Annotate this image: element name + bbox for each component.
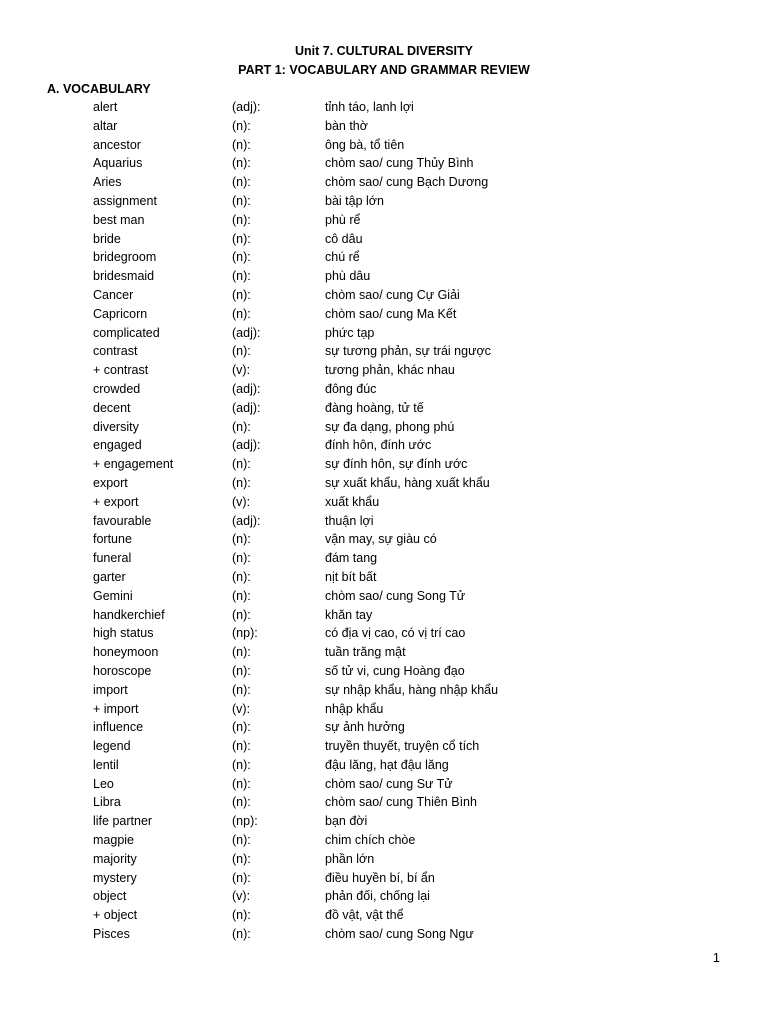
vocab-part-of-speech: (np): — [232, 626, 258, 641]
vocab-word: alert — [93, 100, 118, 114]
vocab-word: diversity — [93, 419, 139, 434]
vocab-part-of-speech: (np): — [232, 814, 258, 829]
vocab-row — [0, 737, 768, 756]
vocab-meaning: tỉnh táo, lanh lợi — [325, 100, 414, 114]
page-number: 1 — [712, 950, 720, 965]
vocab-meaning: thuận lợi — [325, 513, 374, 528]
vocab-row — [0, 624, 768, 643]
vocab-word: horoscope — [93, 663, 152, 678]
vocab-meaning: nịt bít bất — [325, 569, 377, 584]
vocab-row — [0, 493, 768, 512]
vocab-word: Aquarius — [93, 156, 143, 171]
vocab-row — [0, 775, 768, 794]
vocab-part-of-speech: (v): — [232, 701, 251, 716]
vocab-part-of-speech: (adj): — [232, 100, 261, 114]
vocab-row — [0, 850, 768, 869]
vocab-meaning: phức tạp — [325, 325, 375, 340]
vocab-part-of-speech: (adj): — [232, 400, 261, 415]
vocab-row — [0, 906, 768, 925]
vocab-meaning: phù dâu — [325, 269, 371, 284]
vocab-word: handkerchief — [93, 607, 165, 622]
vocab-word: legend — [93, 739, 131, 754]
vocab-part-of-speech: (n): — [232, 663, 251, 678]
vocab-row — [0, 925, 768, 944]
vocab-row — [0, 812, 768, 831]
vocab-part-of-speech: (n): — [232, 419, 251, 434]
vocab-row — [0, 474, 768, 493]
vocab-part-of-speech: (v): — [232, 889, 251, 904]
vocab-row — [0, 248, 768, 267]
vocab-word: influence — [93, 720, 144, 735]
vocab-word: bridegroom — [93, 250, 157, 265]
vocab-row — [0, 662, 768, 681]
vocab-word: + engagement — [93, 457, 174, 472]
vocab-word: altar — [93, 118, 118, 133]
vocab-part-of-speech: (adj): — [232, 381, 261, 396]
vocab-part-of-speech: (n): — [232, 795, 251, 810]
vocab-row — [0, 718, 768, 737]
vocab-word: magpie — [93, 833, 134, 848]
vocab-part-of-speech: (n): — [232, 118, 251, 133]
vocab-word: + object — [93, 908, 138, 923]
vocabulary-list — [0, 98, 768, 944]
vocab-part-of-speech: (n): — [232, 833, 251, 848]
vocab-row — [0, 361, 768, 380]
vocab-word: contrast — [93, 344, 138, 359]
vocab-row — [0, 587, 768, 606]
vocab-meaning: bạn đời — [325, 814, 368, 829]
vocab-meaning: chòm sao/ cung Thiên Bình — [325, 795, 477, 810]
vocab-part-of-speech: (n): — [232, 551, 251, 566]
vocab-meaning: bàn thờ — [325, 118, 368, 133]
vocab-row — [0, 192, 768, 211]
vocab-row — [0, 230, 768, 249]
vocab-meaning: khăn tay — [325, 607, 373, 622]
vocab-meaning: phù rể — [325, 212, 361, 227]
vocab-meaning: tương phản, khác nhau — [325, 363, 455, 378]
vocab-word: + contrast — [93, 363, 149, 378]
vocab-word: fortune — [93, 532, 132, 547]
vocab-word: honeymoon — [93, 645, 159, 660]
vocab-word: Cancer — [93, 287, 134, 302]
vocab-meaning: đàng hoàng, tử tế — [325, 400, 424, 415]
vocab-word: lentil — [93, 757, 119, 772]
vocab-row — [0, 211, 768, 230]
vocab-meaning: nhập khẩu — [325, 701, 384, 716]
vocab-part-of-speech: (n): — [232, 306, 251, 321]
vocab-row — [0, 267, 768, 286]
vocab-row — [0, 568, 768, 587]
vocab-meaning: đông đúc — [325, 381, 377, 396]
vocab-meaning: chòm sao/ cung Song Ngư — [325, 927, 474, 942]
vocab-word: + export — [93, 494, 139, 509]
vocab-word: Capricorn — [93, 306, 148, 321]
vocab-meaning: sự đính hôn, sự đính ước — [325, 457, 468, 472]
vocab-part-of-speech: (n): — [232, 739, 251, 754]
vocab-part-of-speech: (n): — [232, 757, 251, 772]
vocab-part-of-speech: (n): — [232, 475, 251, 490]
vocab-row — [0, 530, 768, 549]
vocab-part-of-speech: (adj): — [232, 325, 261, 340]
vocab-meaning: sự ảnh hưởng — [325, 720, 405, 735]
vocab-meaning: có địa vị cao, có vị trí cao — [325, 626, 466, 641]
vocab-part-of-speech: (n): — [232, 569, 251, 584]
vocab-word: crowded — [93, 381, 141, 396]
vocab-meaning: chòm sao/ cung Song Tử — [325, 588, 466, 603]
vocab-row — [0, 756, 768, 775]
vocab-part-of-speech: (v): — [232, 494, 251, 509]
vocab-part-of-speech: (n): — [232, 870, 251, 885]
vocab-word: complicated — [93, 325, 160, 340]
vocab-part-of-speech: (n): — [232, 175, 251, 190]
vocab-meaning: số tử vi, cung Hoàng đạo — [325, 663, 465, 678]
vocab-row — [0, 436, 768, 455]
vocab-part-of-speech: (n): — [232, 231, 251, 246]
vocab-part-of-speech: (n): — [232, 137, 251, 152]
vocab-row — [0, 831, 768, 850]
vocab-meaning: điều huyền bí, bí ẩn — [325, 870, 435, 885]
vocab-word: Aries — [93, 175, 122, 190]
vocab-meaning: sự xuất khẩu, hàng xuất khẩu — [325, 475, 490, 490]
document-subtitle: PART 1: VOCABULARY AND GRAMMAR REVIEW — [238, 63, 530, 77]
vocab-word: Pisces — [93, 927, 130, 942]
vocab-row — [0, 286, 768, 305]
vocab-row — [0, 154, 768, 173]
vocab-word: garter — [93, 569, 126, 584]
document-title: Unit 7. CULTURAL DIVERSITY — [294, 44, 473, 58]
vocab-word: ancestor — [93, 137, 141, 152]
vocab-word: Libra — [93, 795, 121, 810]
vocab-meaning: chòm sao/ cung Ma Kết — [325, 306, 457, 321]
vocab-row — [0, 380, 768, 399]
vocab-word: funeral — [93, 551, 132, 566]
vocab-part-of-speech: (n): — [232, 776, 251, 791]
vocab-word: favourable — [93, 513, 152, 528]
vocab-row — [0, 305, 768, 324]
vocab-meaning: chú rể — [325, 250, 360, 265]
vocab-word: decent — [93, 400, 131, 415]
vocab-part-of-speech: (adj): — [232, 513, 261, 528]
vocab-part-of-speech: (n): — [232, 344, 251, 359]
vocab-word: high status — [93, 626, 154, 641]
vocab-meaning: phần lớn — [325, 851, 375, 866]
vocab-part-of-speech: (n): — [232, 588, 251, 603]
vocab-word: bride — [93, 231, 121, 246]
vocab-part-of-speech: (n): — [232, 193, 251, 208]
vocab-part-of-speech: (n): — [232, 212, 251, 227]
vocab-meaning: tuần trăng mật — [325, 645, 406, 660]
vocab-word: export — [93, 475, 128, 490]
vocab-row — [0, 399, 768, 418]
vocab-meaning: đám tang — [325, 551, 378, 566]
vocab-meaning: chim chích chòe — [325, 833, 416, 848]
vocab-meaning: vận may, sự giàu có — [325, 532, 437, 547]
vocab-row — [0, 512, 768, 531]
vocab-meaning: đồ vật, vật thể — [325, 908, 404, 923]
vocab-meaning: cô dâu — [325, 231, 363, 246]
vocab-row — [0, 643, 768, 662]
vocab-row — [0, 173, 768, 192]
vocab-row — [0, 606, 768, 625]
vocab-part-of-speech: (n): — [232, 908, 251, 923]
vocab-row — [0, 793, 768, 812]
vocab-row — [0, 700, 768, 719]
vocab-row — [0, 887, 768, 906]
vocab-meaning: chòm sao/ cung Sư Tử — [325, 776, 453, 791]
vocab-meaning: ông bà, tổ tiên — [325, 137, 405, 152]
vocab-row — [0, 136, 768, 155]
vocab-part-of-speech: (n): — [232, 607, 251, 622]
vocab-word: mystery — [93, 870, 137, 885]
vocab-part-of-speech: (n): — [232, 457, 251, 472]
vocab-part-of-speech: (adj): — [232, 438, 261, 453]
vocab-part-of-speech: (v): — [232, 363, 251, 378]
vocab-meaning: xuất khẩu — [325, 494, 380, 509]
vocab-meaning: bài tập lớn — [325, 193, 384, 208]
vocab-meaning: đính hôn, đính ước — [325, 438, 432, 453]
vocab-meaning: sự nhập khẩu, hàng nhập khẩu — [325, 682, 499, 697]
vocab-word: life partner — [93, 814, 153, 829]
vocab-word: engaged — [93, 438, 142, 453]
vocab-word: + import — [93, 701, 139, 716]
vocab-part-of-speech: (n): — [232, 250, 251, 265]
vocab-part-of-speech: (n): — [232, 269, 251, 284]
vocab-word: majority — [93, 851, 137, 866]
vocab-row — [0, 869, 768, 888]
vocab-meaning: chòm sao/ cung Thủy Bình — [325, 156, 474, 171]
vocab-meaning: truyền thuyết, truyện cổ tích — [325, 739, 480, 754]
vocab-row — [0, 117, 768, 136]
vocab-meaning: chòm sao/ cung Cự Giải — [325, 287, 460, 302]
vocab-meaning: sự tương phản, sự trái ngược — [325, 344, 491, 359]
vocab-meaning: đậu lăng, hạt đậu lăng — [325, 757, 449, 772]
vocab-word: Leo — [93, 776, 114, 791]
vocab-part-of-speech: (n): — [232, 156, 251, 171]
vocab-meaning: chòm sao/ cung Bạch Dương — [325, 175, 489, 190]
vocab-word: bridesmaid — [93, 269, 155, 284]
vocab-word: Gemini — [93, 588, 133, 603]
vocab-part-of-speech: (n): — [232, 927, 251, 942]
vocab-part-of-speech: (n): — [232, 720, 251, 735]
vocab-word: import — [93, 682, 128, 697]
vocab-word: assignment — [93, 193, 157, 208]
vocab-row — [0, 549, 768, 568]
vocab-row — [0, 418, 768, 437]
vocab-part-of-speech: (n): — [232, 851, 251, 866]
section-heading: A. VOCABULARY — [47, 82, 151, 96]
vocab-row — [0, 681, 768, 700]
vocab-part-of-speech: (n): — [232, 645, 251, 660]
vocab-word: object — [93, 889, 127, 904]
vocab-row — [0, 455, 768, 474]
vocab-part-of-speech: (n): — [232, 287, 251, 302]
vocab-row — [0, 324, 768, 343]
vocab-meaning: phản đối, chống lại — [325, 889, 430, 904]
vocab-meaning: sự đa dạng, phong phú — [325, 419, 455, 434]
vocab-part-of-speech: (n): — [232, 532, 251, 547]
vocab-part-of-speech: (n): — [232, 682, 251, 697]
vocab-row — [0, 98, 768, 117]
vocab-word: best man — [93, 212, 145, 227]
vocab-row — [0, 342, 768, 361]
